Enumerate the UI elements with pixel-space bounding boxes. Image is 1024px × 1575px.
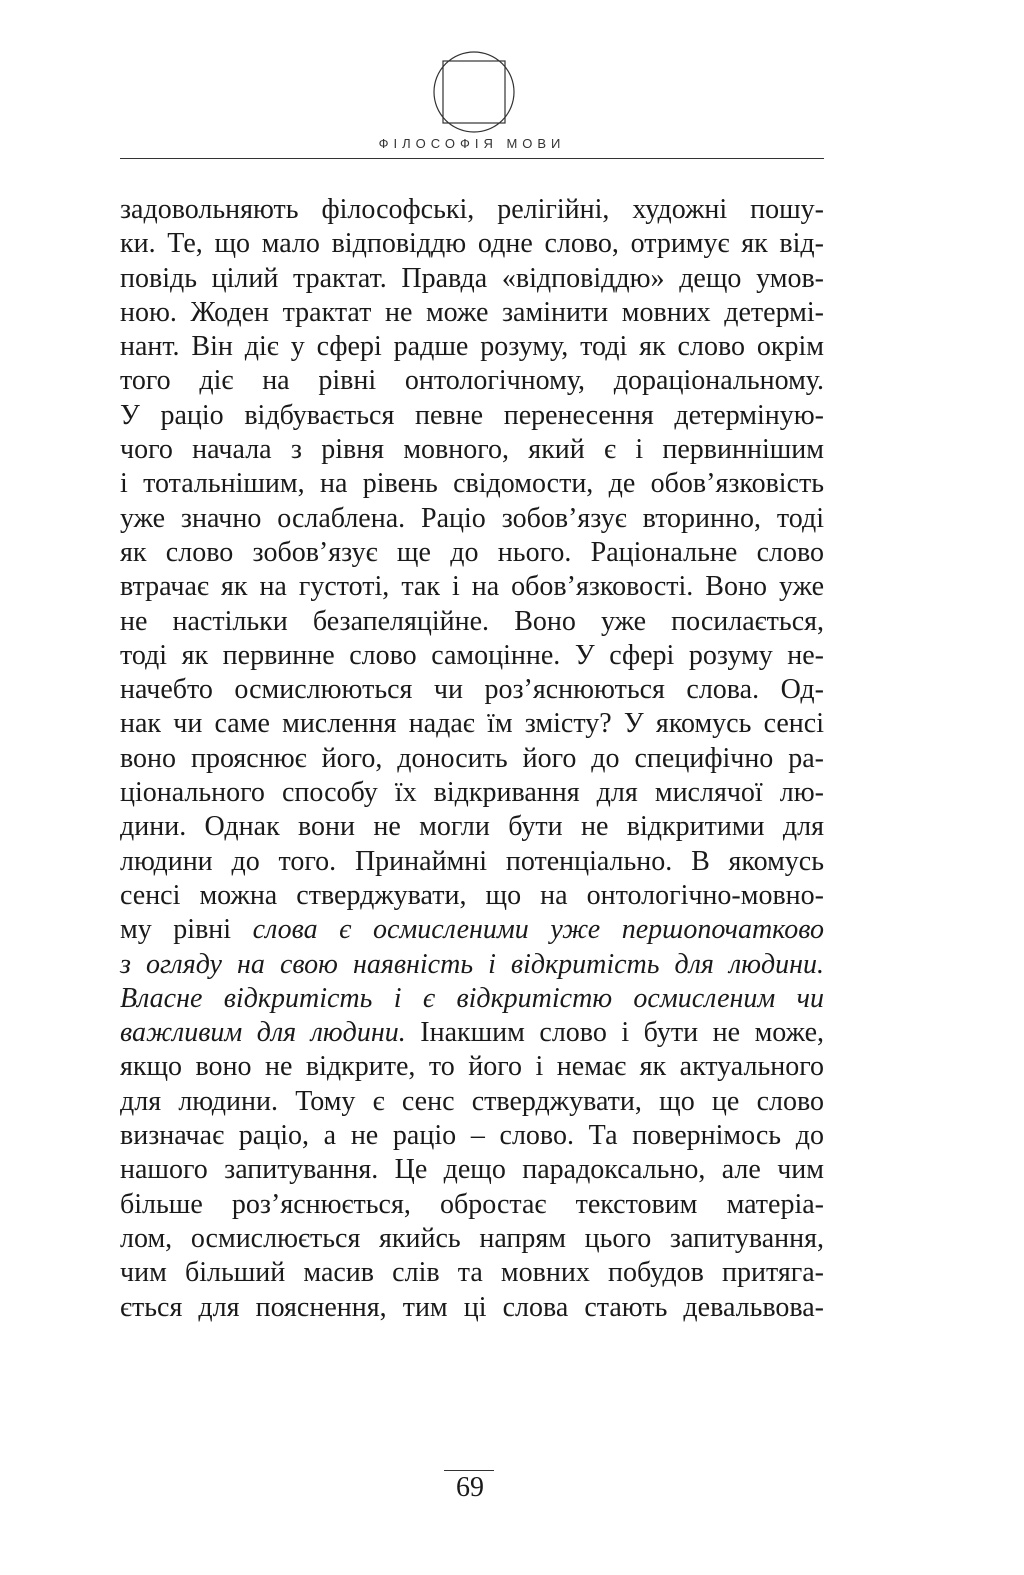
text-segment: того діє на рівні онтологічному, дораціональному. xyxy=(120,365,824,397)
text-line xyxy=(120,982,824,1016)
text-line xyxy=(120,673,824,707)
text-segment: воно прояснює його, доносить його до специфічно ра- xyxy=(120,742,824,774)
text-segment: У раціо відбувається певне перенесення детерміную- xyxy=(120,399,824,431)
text-line xyxy=(120,1291,824,1325)
text-segment: якщо воно не відкрите, то його і немає як актуального xyxy=(120,1051,824,1083)
text-line xyxy=(120,1153,824,1187)
text-segment: уже значно ослаблена. Раціо зобов’язує вторинно, тоді xyxy=(120,502,824,534)
text-line xyxy=(120,742,824,776)
running-header-title: ФІЛОСОФІЯ МОВИ xyxy=(378,136,566,151)
text-line xyxy=(120,1222,824,1256)
text-segment: нант. Він діє у сфері радше розуму, тоді як слово окрім xyxy=(120,331,824,363)
text-line xyxy=(120,433,824,467)
text-line xyxy=(120,296,824,330)
text-segment: сенсі можна стверджувати, що на онтологічно-мовно- xyxy=(120,879,824,911)
text-segment: Інакшим слово і бути не може, xyxy=(405,1017,824,1049)
text-line xyxy=(120,879,824,913)
text-line xyxy=(120,1085,824,1119)
text-line xyxy=(120,776,824,810)
text-line xyxy=(120,570,824,604)
text-line xyxy=(120,399,824,433)
text-line xyxy=(120,1119,824,1153)
text-line xyxy=(120,707,824,741)
text-segment: і тотальнішим, на рівень свідомости, де обов’язковість xyxy=(120,468,824,500)
text-line xyxy=(120,948,824,982)
text-line xyxy=(120,1256,824,1290)
text-segment: чого начала з рівня мовного, який є і первиннішим xyxy=(120,434,824,466)
text-segment: більше роз’яснюється, обростає текстовим матеріа- xyxy=(120,1188,824,1220)
text-segment: му рівні xyxy=(120,914,253,946)
italic-text-segment: Власне відкритість і є відкритістю осмисленим чи xyxy=(120,982,824,1014)
text-segment: ною. Жоден трактат не може замінити мовних детермі- xyxy=(120,296,824,328)
text-line xyxy=(120,810,824,844)
text-segment: ки. Те, що мало відповіддю одне слово, отримує як від- xyxy=(120,228,824,260)
text-line xyxy=(120,227,824,261)
text-segment: не настільки безапеляційне. Воно уже посилається, xyxy=(120,605,824,637)
text-line xyxy=(120,1016,824,1050)
italic-text-segment: з огляду на свою наявність і відкритість для людини. xyxy=(120,948,824,980)
page-number-rule xyxy=(444,1470,494,1471)
text-segment: визначає раціо, а не раціо – слово. Та повернімось до xyxy=(120,1120,824,1152)
text-segment: начебто осмислюються чи роз’яснюються слова. Од- xyxy=(120,674,824,706)
text-line xyxy=(120,913,824,947)
italic-text-segment: важливим для людини. xyxy=(120,1017,406,1049)
text-segment: дини. Однак вони не могли бути не відкритими для xyxy=(120,811,824,843)
page-number: 69 xyxy=(456,1472,484,1503)
text-segment: для людини. Тому є сенс стверджувати, що це слово xyxy=(120,1085,824,1117)
text-segment: лом, осмислюється якийсь напрям цього запитування, xyxy=(120,1222,824,1254)
text-segment: повідь цілий трактат. Правда «відповіддю» дещо умов- xyxy=(120,262,824,294)
text-segment: ціонального способу їх відкривання для мислячої лю- xyxy=(120,777,824,809)
text-line xyxy=(120,467,824,501)
body-text xyxy=(120,193,824,1325)
text-segment: людини до того. Принаймні потенціально. В якомусь xyxy=(120,845,824,877)
circle-square-emblem-icon xyxy=(432,50,516,134)
text-line xyxy=(120,262,824,296)
text-line xyxy=(120,639,824,673)
text-line xyxy=(120,1050,824,1084)
text-segment: нак чи саме мислення надає їм змісту? У якомусь сенсі xyxy=(120,708,824,740)
text-line xyxy=(120,364,824,398)
text-segment: тоді як первинне слово самоцінне. У сфері розуму не- xyxy=(120,639,824,671)
text-segment: ється для пояснення, тим ці слова стають девальвова- xyxy=(120,1291,824,1323)
text-segment: як слово зобов’язує ще до нього. Раціональне слово xyxy=(120,536,824,568)
italic-text-segment: слова є осмисленими уже першопочатково xyxy=(252,914,824,946)
text-segment: чим більший масив слів та мовних побудов притяга- xyxy=(120,1257,824,1289)
text-segment: нашого запитування. Це дещо парадоксально, але чим xyxy=(120,1154,824,1186)
text-line xyxy=(120,502,824,536)
text-line xyxy=(120,536,824,570)
text-line xyxy=(120,1188,824,1222)
text-line xyxy=(120,193,824,227)
text-line xyxy=(120,330,824,364)
text-line xyxy=(120,605,824,639)
header-divider xyxy=(120,158,824,159)
text-line xyxy=(120,845,824,879)
text-segment: задовольняють філософські, релігійні, художні пошу- xyxy=(120,194,824,225)
text-segment: втрачає як на густоті, так і на обов’язковості. Воно уже xyxy=(120,571,824,603)
